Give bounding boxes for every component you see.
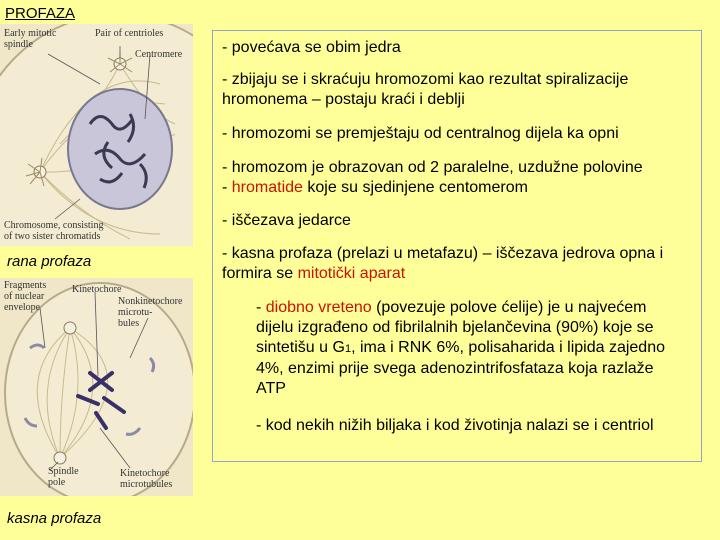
term-chromatids: hromatide	[231, 179, 303, 196]
early-prophase-figure	[0, 24, 193, 246]
term-spindle: diobno vreteno	[265, 299, 372, 316]
label-centromere: Centromere	[135, 49, 183, 60]
paragraph-5: - iščezava jedarce	[222, 212, 351, 229]
label-early-spindle: Early mitotic spindle	[4, 28, 57, 50]
subscript-g1: 1	[344, 343, 352, 355]
label-kinetochore-microtubules: Kinetochore microtubules	[120, 468, 173, 490]
label-nonkinetochore: Nonkinetochore microtu- bules	[118, 296, 183, 329]
paragraph-6-text: - kasna profaza (prelazi u metafazu) – iščezava jedrova opna i formira se	[222, 245, 664, 282]
term-mitotic-apparatus: mitotički aparat	[297, 265, 406, 282]
paragraph-4	[222, 158, 692, 198]
paragraph-1: - povećava se obim jedra	[222, 39, 401, 56]
caption-late-prophase: kasna profaza	[7, 510, 102, 527]
late-prophase-figure	[0, 278, 193, 496]
label-centrioles: Pair of centrioles	[95, 28, 164, 39]
paragraph-3: - hromozomi se premještaju od centralnog dijela ka opni	[222, 125, 619, 142]
paragraph-4-line-1: - hromozom je obrazovan od 2 paralelne, uzdužne polovine	[222, 159, 643, 176]
paragraph-7-prefix: -	[256, 299, 266, 316]
page-title: PROFAZA	[5, 5, 76, 22]
paragraph-7-body: (povezuje polove ćelije) je u najvećem dijelu izgrađeno od fibrilalnih bjelančevina (90%) koje se sintetišu u G	[256, 299, 654, 356]
paragraph-8: - kod nekih nižih biljaka i kod životinja nalazi se i centriol	[256, 417, 654, 434]
paragraph-7-end: , ima i RNK 6%, polisaharida i lipida zajedno 4%, enzimi prije svega adenozintrifosfataza koja razlaže ATP	[256, 339, 665, 397]
paragraph-4-suffix: koje su sjedinjene centomerom	[302, 179, 528, 196]
label-kinetochore: Kinetochore	[72, 284, 122, 295]
paragraph-2: - zbijaju se i skraćuju hromozomi kao rezultat spiralizacije hromonema – postaju kraći i deblji	[222, 71, 629, 108]
caption-early-prophase: rana profaza	[7, 253, 92, 270]
paragraph-4-prefix: -	[222, 179, 232, 196]
paragraph-6	[222, 244, 692, 284]
label-chromosome: Chromosome, consisting of two sister chromatids	[4, 220, 104, 242]
paragraph-7	[256, 298, 686, 399]
label-spindle-pole: Spindle pole	[48, 466, 79, 488]
label-nuclear-fragments: Fragments of nuclear envelope	[4, 280, 47, 313]
